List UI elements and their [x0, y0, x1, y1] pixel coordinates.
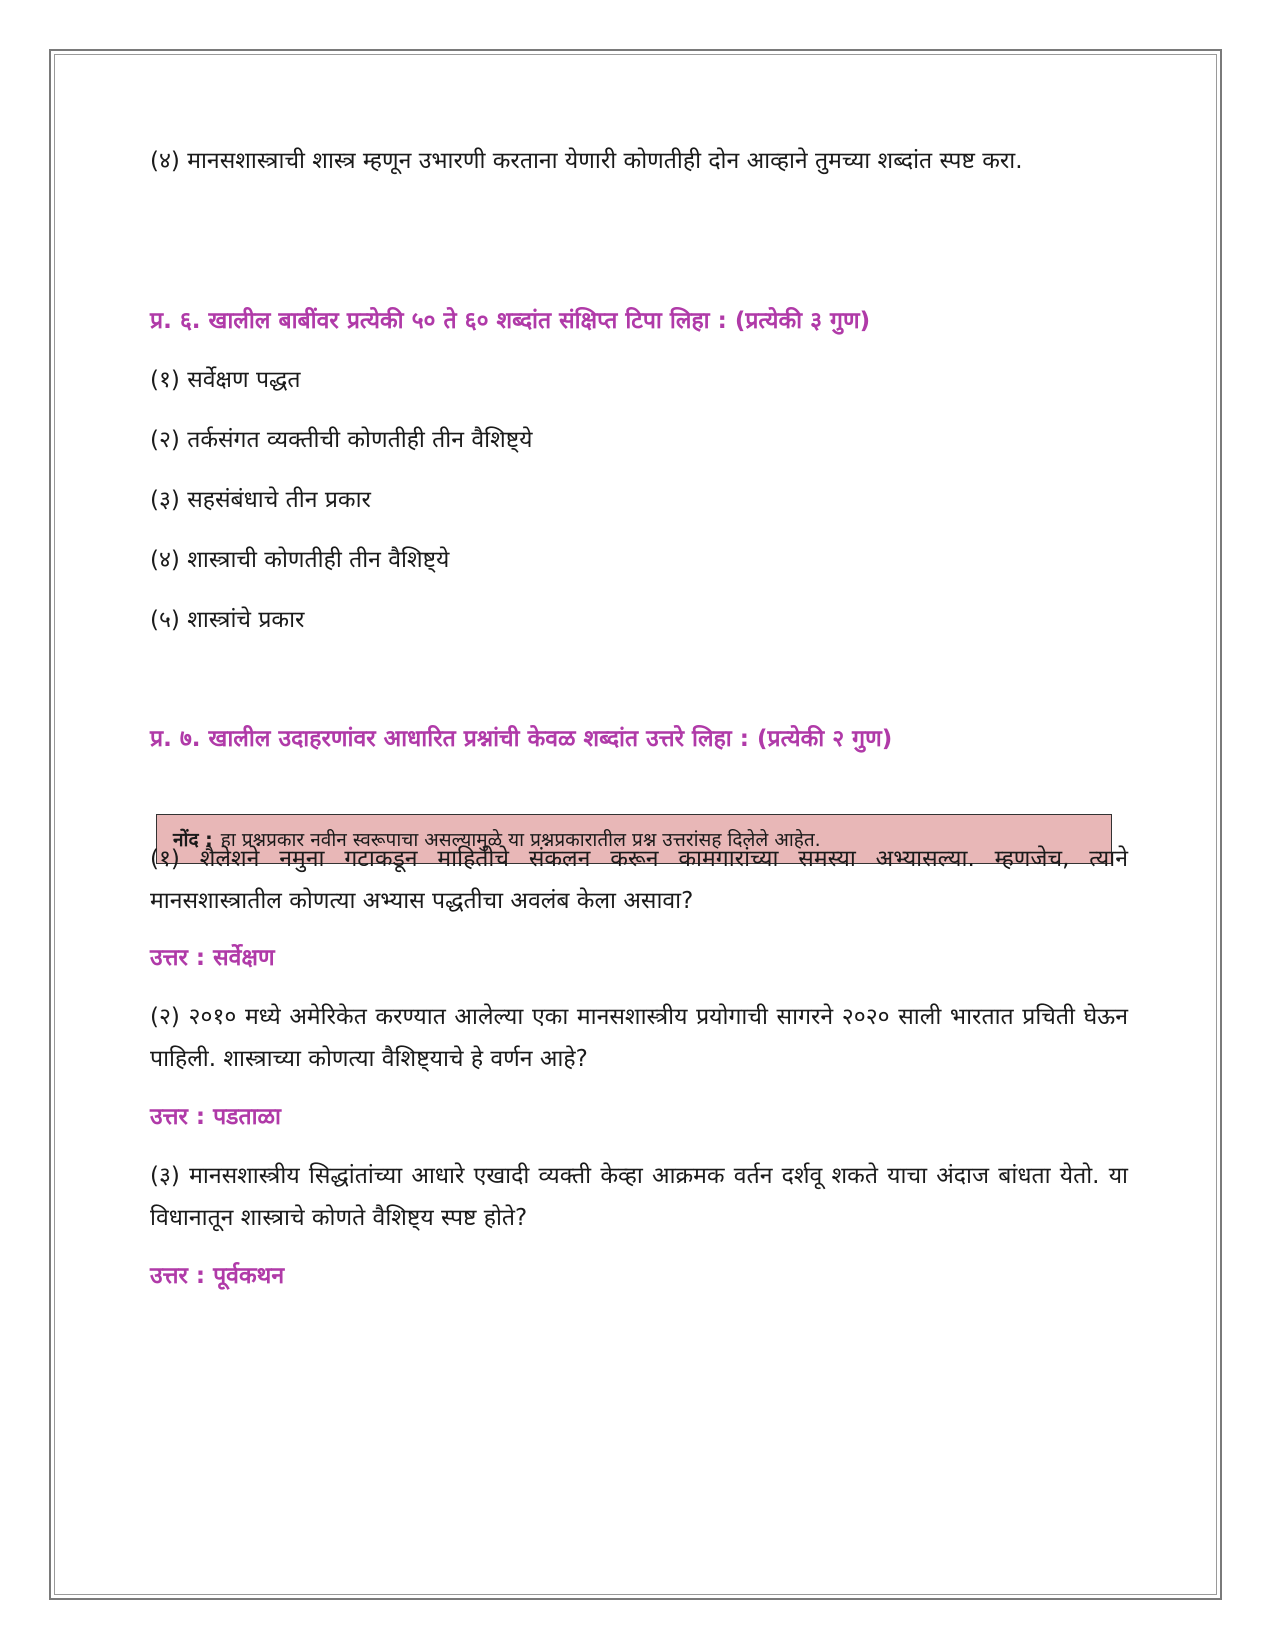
q6-heading: प्र. ६. खालील बाबींवर प्रत्येकी ५० ते ६० शब्दांत संक्षिप्त टिपा लिहा : (प्रत्येकी ३ गुण): [150, 308, 871, 334]
q6-item-4: (४) शास्त्राची कोणतीही तीन वैशिष्ट्ये: [150, 547, 450, 573]
note-text: हा प्रश्नप्रकार नवीन स्वरूपाचा असल्यामुळे या प्रश्नप्रकारातील प्रश्न उत्तरांसह दिलेले आहेत.: [220, 829, 821, 851]
q6-item-5: (५) शास्त्रांचे प्रकार: [150, 607, 305, 633]
q7-question-2: (२) २०१० मध्ये अमेरिकेत करण्यात आलेल्या एका मानसशास्त्रीय प्रयोगाची सागरने २०२० साली भारतात प्रचिती घेऊन पाहिली. शास्त्राच्या कोणत्या वैशिष्ट्याचे हे वर्णन आहे?: [150, 1004, 1128, 1072]
q7-question-1: (१) शैलेशने नमुना गटाकडून माहितीचे संकलन करून कामगारांच्या समस्या अभ्यासल्या. म्हणजेच, त्याने मानसशास्त्रातील कोणत्या अभ्यास पद्धतीचा अवलंब केला असावा?: [150, 846, 1128, 914]
q7-heading: प्र. ७. खालील उदाहरणांवर आधारित प्रश्नांची केवळ शब्दांत उत्तरे लिहा : (प्रत्येकी २ गुण): [150, 726, 893, 752]
q7-question-3: (३) मानसशास्त्रीय सिद्धांतांच्या आधारे एखादी व्यक्ती केव्हा आक्रमक वर्तन दर्शवू शकते याचा अंदाज बांधता येतो. या विधानातून शास्त्राचे कोणते वैशिष्ट्य स्पष्ट होते?: [150, 1163, 1128, 1231]
q6-item-2: (२) तर्कसंगत व्यक्तीची कोणतीही तीन वैशिष्ट्ये: [150, 427, 533, 453]
q7-answer-3: उत्तर : पूर्वकथन: [150, 1263, 285, 1289]
note-label: नोंद :: [173, 829, 213, 851]
q7-answer-2: उत्तर : पडताळा: [150, 1104, 281, 1130]
q7-answer-1: उत्तर : सर्वेक्षण: [150, 945, 275, 971]
q6-item-1: (१) सर्वेक्षण पद्धत: [150, 367, 301, 393]
q6-item-3: (३) सहसंबंधाचे तीन प्रकार: [150, 487, 371, 513]
q5-item-4: (४) मानसशास्त्राची शास्त्र म्हणून उभारणी करताना येणारी कोणतीही दोन आव्हाने तुमच्या शब्दांत स्पष्ट करा.: [150, 148, 1023, 174]
